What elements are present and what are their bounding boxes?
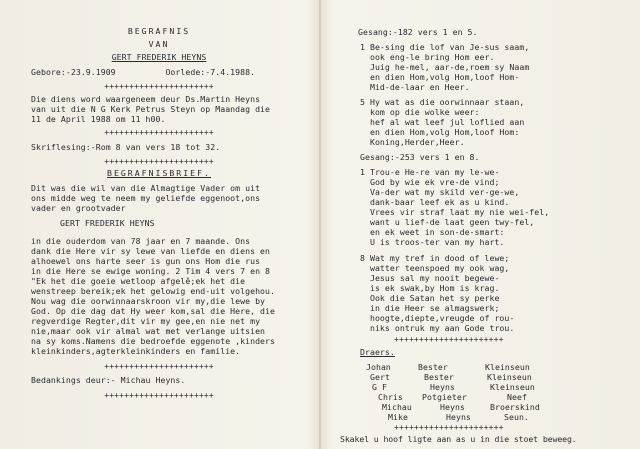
program-title: BEGRAFNIS [127,26,191,36]
hymn-2-verse-1-line-1: 1 Trou-e He-re van my le-we- [360,167,500,177]
bearer-first-name: Chris [378,392,403,402]
hymn-2-verse-8-line-8: niks ontruk my aan Gode trou. [360,323,515,333]
intro-line-2: ons midde weg te neem my geliefde eggenoot,ons [31,193,261,203]
service-line-1: Die diens word waargeneem deur Ds.Martin Heyns [31,94,261,104]
hymn-2-verse-8-line-1: 8 Wat my tref in dood of lewe; [360,253,510,263]
hymn-2-verse-8-line-7: hoogte,diepte,vreugde of rou- [360,313,515,323]
hymn-1-verse-1-line-2: ook eng-le bring Hom eer. [360,52,495,62]
bearer-relation: Kleinseun [485,362,530,372]
hymn-1-verse-1-line-4: en dien Hom,volg Hom,loof Hom- [360,72,520,82]
bearer-first-name: Gert [370,372,390,382]
hymn-2-title: Gesang:-253 vers 1 en 8. [360,152,480,162]
letter-line-12: kleinkinders,agterkleinkinders en familie. [31,346,241,356]
deceased-name-2: GERT FREDERIK HEYNS [60,218,155,228]
birth-death-dates: Gebore:-23.9.1909 Oorlede:-7.4.1988. [31,67,256,77]
hymn-2-verse-8-line-2: watter teenspoed my ook wag, [360,263,510,273]
letter-line-11: na sy koms.Namens die bedroefde eggenote ,kinders [31,336,275,346]
bearer-surname: Heyns [440,402,465,412]
hymn-2-verse-8-line-6: in die Heer se almagswerk; [360,303,500,313]
hymn-1-verse-1-line-3: Juig he-mel, aar-de,roem sy Naam [360,62,530,72]
bearer-relation: Kleinseun [490,382,535,392]
letter-line-10: nie,maar ook vir almal wat met verlange uitsien [31,326,266,336]
hymn-2-verse-1-line-8: U is troos-ter van my hart. [360,237,505,247]
right-page [322,0,640,449]
bearer-relation: Seun. [504,412,529,422]
hymn-2-verse-8-line-5: Ook die Satan het sy perke [360,293,500,303]
page-fold [319,0,321,449]
hymn-1-verse-5-line-5: Koning,Herder,Heer. [360,137,465,147]
hymn-1-verse-5-line-3: hef al wat leef jul loflied aan [360,117,525,127]
hymn-1-verse-1-line-5: Mid-de-laar en Heer. [360,82,470,92]
letter-line-5: "Ek het die goeie wetloop afgelê;ek het die [31,276,246,286]
bearer-surname: Bester [418,362,448,372]
program-van: VAN [148,39,170,49]
hymn-2-verse-1-line-4: dank-baar leef ek as u kind. [360,197,510,207]
deceased-name: GERT FREDERIK HEYNS [111,52,207,62]
scripture-reading: Skriflesing:-Rom 8 van vers 18 tot 32. [31,142,221,152]
separator-4: ++++++++++++++++++++++ [104,361,214,371]
letter-line-2: dank die Here vir sy lewe van liefde en diens en [31,246,271,256]
closing-instruction: Skakel u hoof ligte aan as u in die stoet beweeg. [340,434,577,444]
letter-heading: BEGRAFNISBRIEF. [107,168,211,178]
intro-line-3: vader en grootvader [31,203,126,213]
letter-line-1: in die ouderdom van 78 jaar en 7 maande. Ons [31,236,251,246]
hymn-2-verse-1-line-3: Va-der wat my skild ver-ge-we, [360,187,520,197]
bearer-first-name: G F [372,382,387,392]
letter-line-8: God. Op die dag dat Hy weer kom,sal die Here, die [31,306,275,316]
hymn-2-verse-1-line-5: Vrees vir straf laat my nie wei-fel, [360,207,550,217]
bearer-first-name: Johan [366,362,391,372]
service-line-2: van uit die N G Kerk Petrus Steyn op Maandag die [31,104,271,114]
hymn-1-verse-1-line-1: 1 Be-sing die lof van Je-sus saam, [360,42,530,52]
bearer-surname: Heyns [446,412,471,422]
letter-line-7: Nou wag die oorwinnaarskroon vir my,die lewe by [31,296,266,306]
intro-line-1: Dit was die wil van die Almagtige Vader om uit [31,183,261,193]
separator-right-1: ++++++++++++++++++++++ [394,334,504,344]
separator-2: ++++++++++++++++++++++ [104,127,214,137]
bearer-relation: Neef [507,392,527,402]
bearer-relation: Broerskind [490,402,540,412]
bearer-surname: Heyns [430,382,455,392]
bearer-first-name: Michau [382,402,412,412]
hymn-2-verse-1-line-7: en ek weet in son-de-smart: [360,227,505,237]
hymn-1-verse-5-line-2: kom op die wolke weer: [360,107,480,117]
bearer-surname: Bester [424,372,454,382]
hymn-2-verse-1-line-2: God by wie ek vre-de vind; [360,177,500,187]
bearers-title: Draers. [360,347,395,357]
bearer-relation: Kleinseun [487,372,532,382]
thanks-line: Bedankings deur:- Michau Heyns. [31,375,186,385]
bearer-first-name: Mike [388,412,408,422]
letter-line-9: regverdige Regter,dit vir my gee,en nie net my [31,316,261,326]
hymn-1-verse-5-line-4: en dien Hom,volg Hom,loof Hom: [360,127,520,137]
hymn-2-verse-8-line-4: is ek swak,by Hom is krag. [360,283,500,293]
hymn-1-verse-5-line-1: 5 Hy wat as die oorwinnaar staan, [360,97,525,107]
letter-line-3: alhoewel ons harte seer is gun ons Hom die rus [31,256,261,266]
hymn-2-verse-8-line-3: Jesus sal my nooit begewe- [360,273,500,283]
service-line-3: 11 de April 1988 om 11 h00. [31,114,166,124]
left-page [0,0,318,449]
hymn-1-title: Gesang:-182 vers 1 en 5. [358,27,478,37]
separator-5: ++++++++++++++++++++++ [104,390,214,400]
hymn-2-verse-1-line-6: want u lief-de laat geen twy-fel, [360,217,535,227]
letter-line-4: in die Here se ewige woning. 2 Tim 4 vers 7 en 8 [31,266,271,276]
separator-right-2: ++++++++++++++++++++++ [394,422,504,432]
letter-line-6: wenstreep bereik;ek het gelowig end-uit volgehou. [31,286,275,296]
separator-1: ++++++++++++++++++++++ [104,81,214,91]
bearer-surname: Potgieter [422,392,467,402]
separator-3: ++++++++++++++++++++++ [104,156,214,166]
